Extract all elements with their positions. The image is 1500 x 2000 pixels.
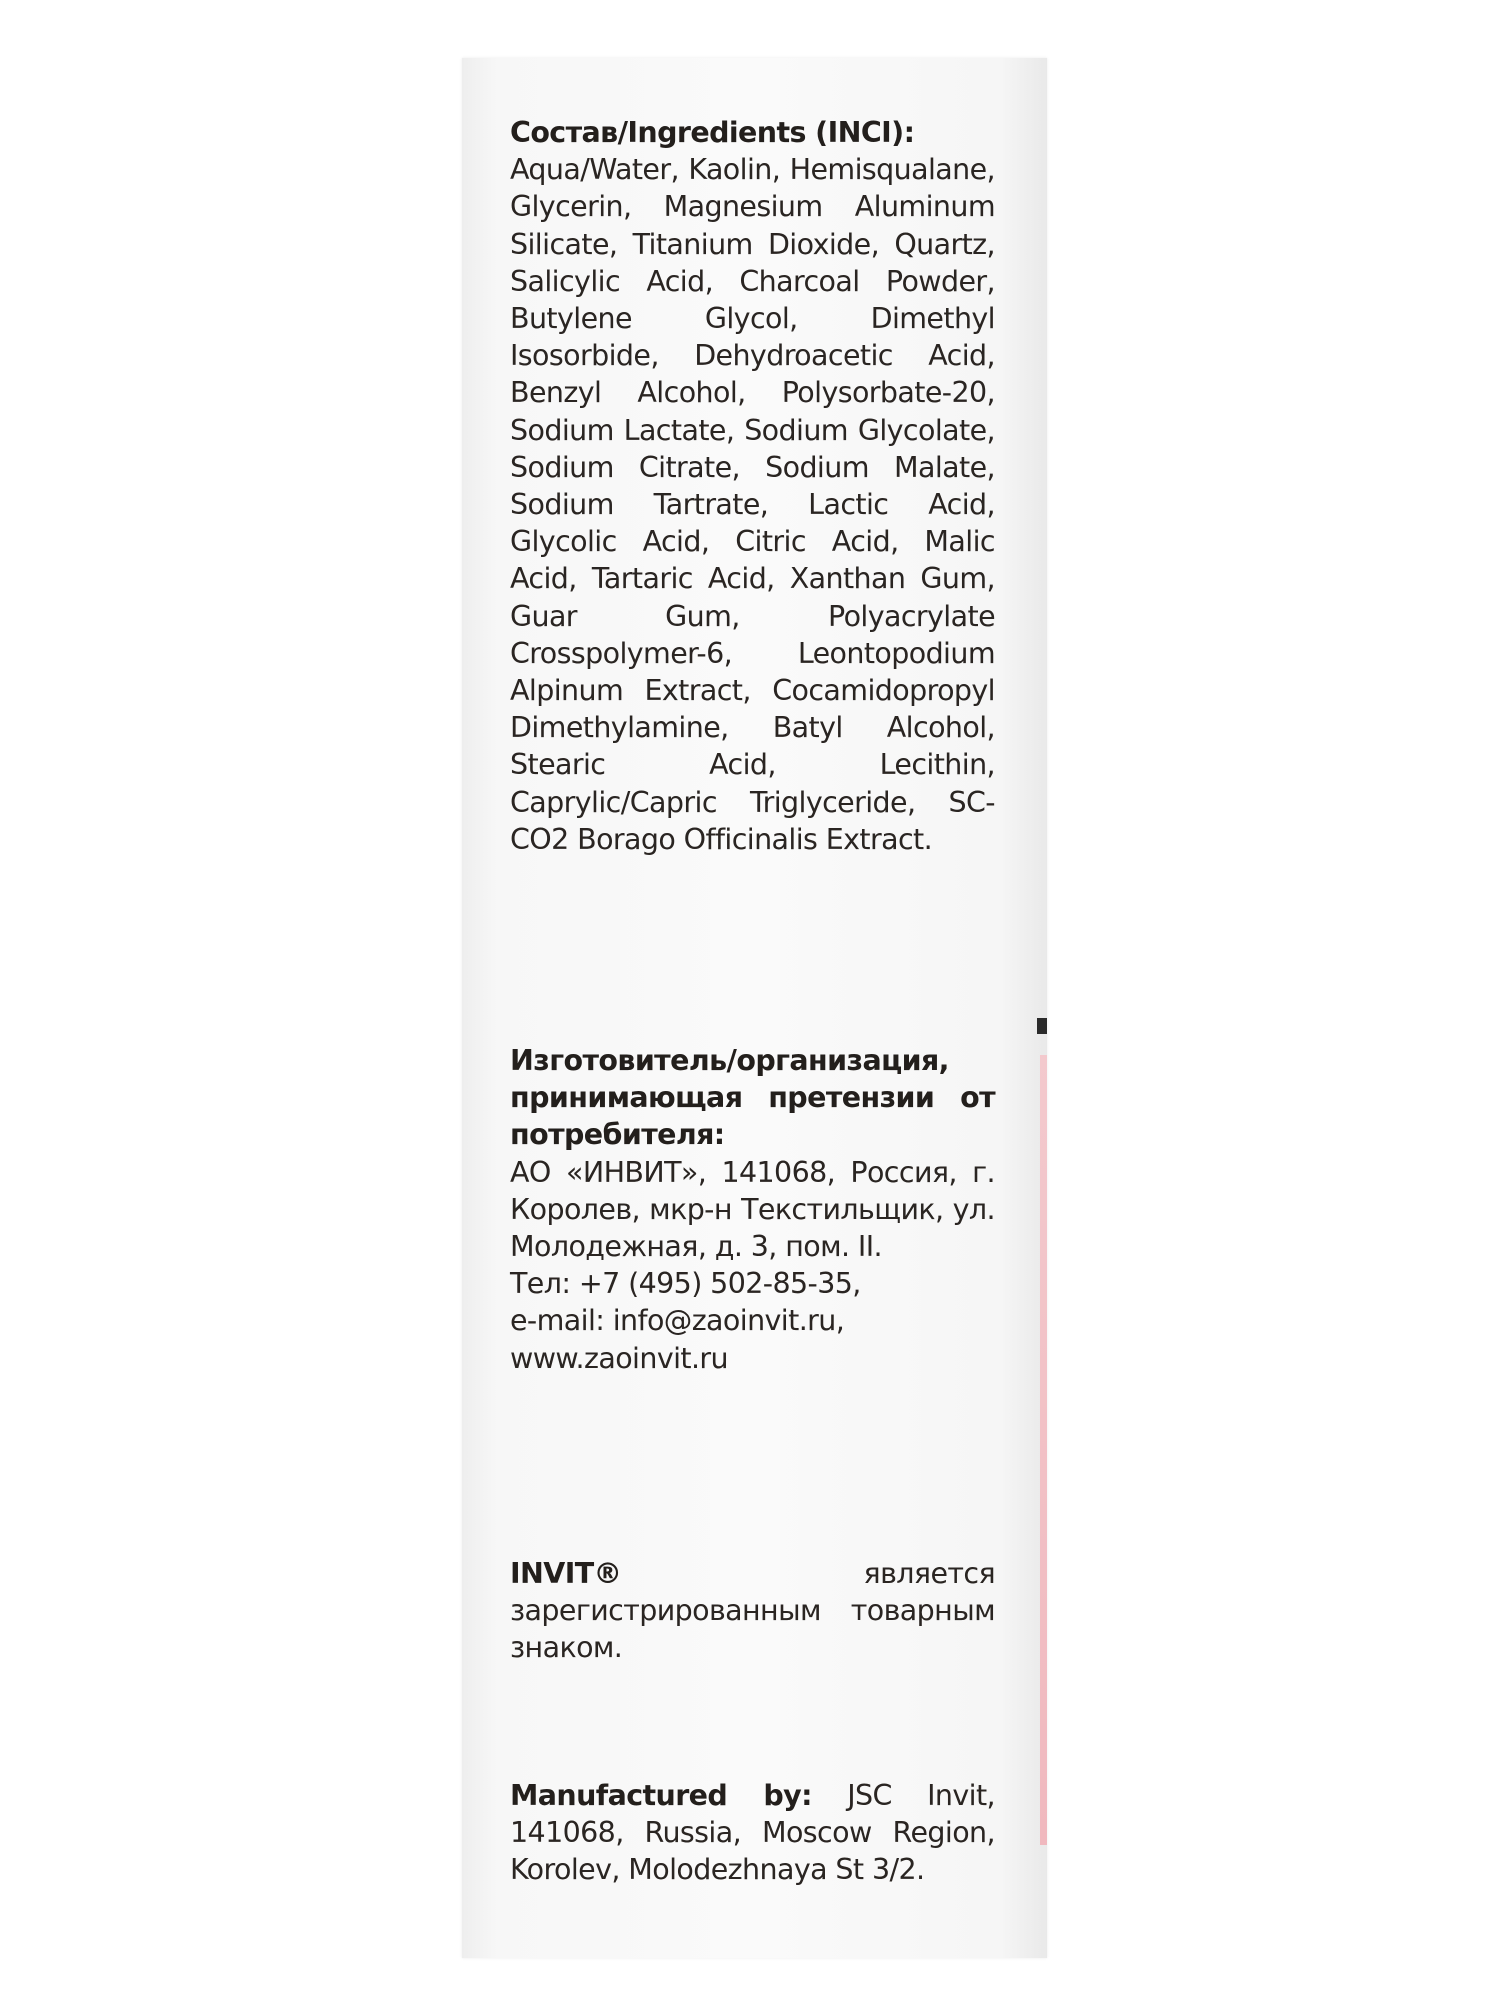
pink-box-edge	[1040, 1055, 1047, 1845]
manufacturer-block	[510, 1042, 995, 1377]
english-manufacturer-block	[510, 1777, 995, 1889]
manufacturer-website: www.zaoinvit.ru	[510, 1341, 729, 1375]
trademark-text: является зарегистрированным товарным знаком.	[510, 1557, 995, 1665]
ingredients-block	[510, 114, 995, 858]
manufacturer-heading: Изготовитель/организация, принимающая претензии от потребителя:	[510, 1044, 995, 1152]
trademark-brand: INVIT®	[510, 1557, 622, 1590]
manufacturer-phone: Тел: +7 (495) 502-85-35,	[510, 1267, 861, 1301]
english-heading: Manufactured by:	[510, 1779, 812, 1812]
english-text: JSC Invit, 141068, Russia, Moscow Region, Korolev, Molodezhnaya St 3/2.	[510, 1779, 995, 1887]
manufacturer-email: e-mail: info@zaoinvit.ru,	[510, 1304, 845, 1338]
manufacturer-address: АО «ИНВИТ», 141068, Россия, г. Королев, мкр-н Текстильщик, ул. Молодежная, д. 3, пом. II.	[510, 1155, 995, 1264]
print-register-mark	[1037, 1018, 1047, 1034]
ingredients-heading: Состав/Ingredients (INCI):	[510, 116, 915, 149]
ingredients-text: Aqua/Water, Kaolin, Hemisqualane, Glycerin, Magnesium Aluminum Silicate, Titanium Dioxide, Quartz, Salicylic Acid, Charcoal Powder, Butylene Glycol, Dimethyl Isosorbide, Dehydroacetic Acid, Benzyl Alcohol, Polysorbate-20, Sodium Lactate, Sodium Glycolate, Sodium Citrate, Sodium Malate, Sodium Tartrate, Lactic Acid, Glycolic Acid, Citric Acid, Malic Acid, Tartaric Acid, Xanthan Gum, Guar Gum, Polyacrylate Crosspolymer-6, Leontopodium Alpinum Extract, Cocamidopropyl Dimethylamine, Batyl Alcohol, Stearic Acid, Lecithin, Caprylic/Capric Triglyceride, SC-CO2 Borago Officinalis Extract.	[510, 153, 995, 856]
trademark-block	[510, 1555, 995, 1667]
